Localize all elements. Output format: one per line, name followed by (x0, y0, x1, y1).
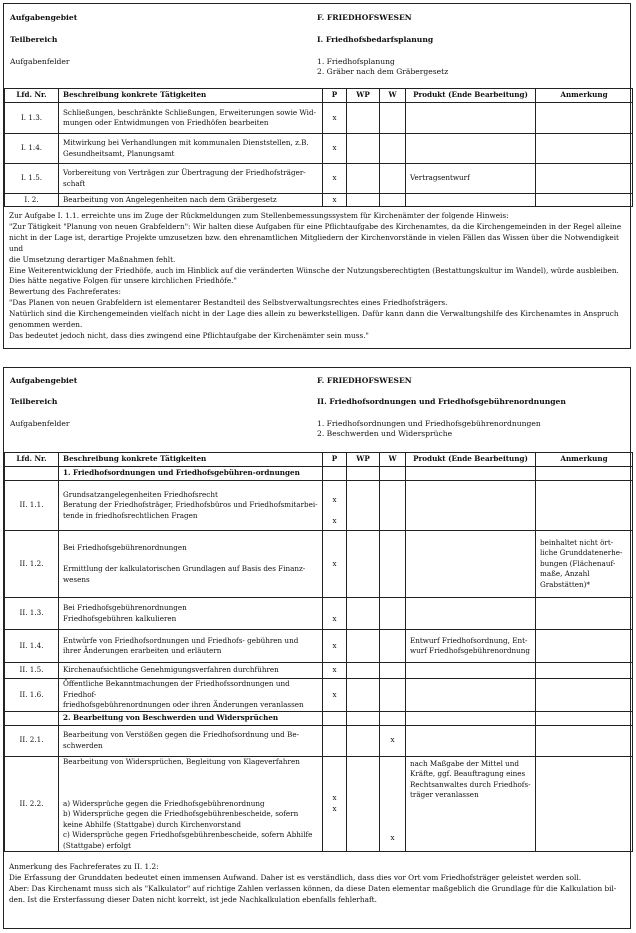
aufgabenfeld-item: 2. Beschwerden und Widersprüche (317, 429, 453, 438)
cell-anmerkung (536, 481, 633, 531)
cell-lfd-nr: II. 2.2. (5, 756, 59, 852)
cell-lfd-nr: I. 1.3. (5, 103, 59, 134)
cell-empty (323, 711, 347, 725)
cell-p: x x (323, 756, 347, 852)
cell-beschreibung: Vorbereitung von Verträgen zur Übertragung der Friedhofsträger- schaft (59, 164, 323, 194)
section-friedhofsordnungen (3, 367, 631, 929)
cell-empty (5, 711, 59, 725)
cell-wp (347, 663, 380, 679)
cell-p: x x (323, 481, 347, 531)
table-row (5, 164, 633, 194)
task-table (4, 88, 633, 207)
cell-anmerkung (536, 598, 633, 630)
cell-p: x (323, 663, 347, 679)
column-header-lfd: Lfd. Nr. (5, 89, 59, 103)
cell-p: x (323, 531, 347, 598)
value-teilbereich: I. Friedhofsbedarfsplanung (317, 35, 434, 44)
cell-anmerkung (536, 134, 633, 164)
cell-wp (347, 134, 380, 164)
notes-section-1: Zur Aufgabe I. 1.1. erreichte uns im Zuge der Rückmeldungen zum Stellenbemessungssystem für Kirchenämter der folgende Hinweis: "Zur Tätigkeit "Planung von neuen Grabfeldern": Wir halten diese Aufgaben für eine Pflichtaufgabe des Kirchenamtes, da die Kirchengemeinden in der Regel alleine nicht in der Lage ist, derartige Projekte umzusetzen bzw. den ehrenamtlichen Mitgliedern der Kirchenvorstände in vielen Fällen das Wissen über die Notwendigkeit und die Umsetzung derartiger Maßnahmen fehlt. Eine Weiterentwicklung der Friedhöfe, auch im Hinblick auf die veränderten Wünsche der Nutzungsberechtigten (Bestattungskultur im Wandel), würde ausbleiben. Dies hätte negative Folgen für unsere kirchlichen Friedhöfe." Bewertung des Fachreferates: "Das Planen von neuen Grabfeldern ist elementarer Bestandteil des Selbstverwaltungsrechtes eines Friedhofsträgers. Natürlich sind die Kirchengemeinden vielfach nicht in der Lage dies allein zu bewerkstelligen. Dafür kann dann die Verwaltungshilfe des Kirchenamtes in Anspruch genommen werden. Das bedeutet jedoch nicht, dass dies zwingend eine Pflichtaufgabe der Kirchenämter sein muss." (9, 211, 622, 340)
cell-empty (347, 467, 380, 481)
label-teilbereich: Teilbereich (10, 397, 58, 406)
section-heading: 2. Bearbeitung von Beschwerden und Widersprüchen (59, 711, 323, 725)
column-header-w: W (380, 89, 406, 103)
table-row (5, 663, 633, 679)
cell-w: x (380, 756, 406, 852)
value-aufgabenfelder (317, 419, 541, 439)
label-teilbereich: Teilbereich (10, 35, 58, 44)
cell-wp (347, 194, 380, 207)
notes-section-2: Anmerkung des Fachreferates zu II. 1.2: Die Erfassung der Grunddaten bedeutet einen immensen Aufwand. Daher ist es verständlich, dass dies vor Ort vom Friedhofsträger geleistet werden soll. Aber: Das Kirchenamt muss sich als "Kalkulator" auf richtige Zahlen verlassen können, da diese Daten elementar maßgeblich die Grundlage für die Kalkulation bil- den. Ist die Ersterfassung dieser Daten nicht korrekt, ist jede Nachkalkulation ebenfalls fehlerhaft. (9, 862, 617, 904)
label-aufgabengebiet: Aufgabengebiet (10, 13, 78, 22)
section-header (4, 4, 630, 88)
task-table (4, 452, 633, 852)
cell-anmerkung (536, 194, 633, 207)
section-header (4, 368, 630, 452)
section-heading-row (5, 711, 633, 725)
value-aufgabengebiet: F. FRIEDHOFSWESEN (317, 376, 412, 385)
cell-p: x (323, 164, 347, 194)
cell-empty (323, 467, 347, 481)
table-row (5, 598, 633, 630)
value-aufgabengebiet: F. FRIEDHOFSWESEN (317, 13, 412, 22)
cell-produkt (406, 663, 536, 679)
cell-w (380, 134, 406, 164)
label-aufgabenfelder: Aufgabenfelder (10, 57, 70, 66)
cell-produkt (406, 103, 536, 134)
cell-produkt (406, 531, 536, 598)
cell-lfd-nr: I. 1.5. (5, 164, 59, 194)
cell-w (380, 598, 406, 630)
column-header-p: P (323, 453, 347, 467)
cell-w (380, 481, 406, 531)
column-header-wp: WP (347, 89, 380, 103)
cell-empty (406, 467, 536, 481)
cell-produkt (406, 725, 536, 756)
aufgabenfeld-item: 1. Friedhofsordnungen und Friedhofsgebührenordnungen (317, 419, 541, 428)
cell-p: x (323, 194, 347, 207)
cell-anmerkung: beinhaltet nicht ört- liche Grunddatenerhe- bungen (Flächenauf- maße, Anzahl Grabstätten)* (536, 531, 633, 598)
label-aufgabenfelder: Aufgabenfelder (10, 419, 70, 428)
table-row (5, 756, 633, 852)
cell-wp (347, 725, 380, 756)
cell-w (380, 164, 406, 194)
cell-p: x (323, 598, 347, 630)
cell-lfd-nr: II. 1.5. (5, 663, 59, 679)
cell-anmerkung (536, 725, 633, 756)
header-row (5, 453, 633, 467)
cell-w (380, 630, 406, 663)
cell-lfd-nr: II. 1.3. (5, 598, 59, 630)
cell-w (380, 103, 406, 134)
cell-lfd-nr: II. 2.1. (5, 725, 59, 756)
cell-beschreibung: Bearbeitung von Angelegenheiten nach dem Gräbergesetz (59, 194, 323, 207)
section-heading-row (5, 467, 633, 481)
table-row (5, 194, 633, 207)
cell-p: x (323, 630, 347, 663)
cell-empty (536, 711, 633, 725)
cell-beschreibung: Mitwirkung bei Verhandlungen mit kommunalen Dienststellen, z.B. Gesundheitsamt, Planungsamt (59, 134, 323, 164)
aufgabenfeld-item: 1. Friedhofsplanung (317, 57, 395, 66)
column-header-anmerkung: Anmerkung (536, 453, 633, 467)
cell-beschreibung: Grundsatzangelegenheiten Friedhofsrecht Beratung der Friedhofsträger, Friedhofsbüros und Friedhofsmitarbei- tende in friedhofsrechtlichen Fragen (59, 481, 323, 531)
cell-w: x (380, 725, 406, 756)
cell-beschreibung: Schließungen, beschränkte Schließungen, Erweiterungen sowie Wid- mungen oder Entwidmungen von Friedhöfen bearbeiten (59, 103, 323, 134)
cell-lfd-nr: II. 1.4. (5, 630, 59, 663)
cell-p: x (323, 134, 347, 164)
cell-lfd-nr: II. 1.6. (5, 679, 59, 712)
cell-beschreibung: Kirchenaufsichtliche Genehmigungsverfahren durchführen (59, 663, 323, 679)
cell-empty (406, 711, 536, 725)
cell-w (380, 663, 406, 679)
cell-produkt (406, 598, 536, 630)
cell-wp (347, 598, 380, 630)
cell-wp (347, 756, 380, 852)
cell-produkt (406, 134, 536, 164)
table-row (5, 725, 633, 756)
cell-beschreibung: Bei Friedhofsgebührenordnungen Friedhofsgebühren kalkulieren (59, 598, 323, 630)
table-row (5, 134, 633, 164)
column-header-wp: WP (347, 453, 380, 467)
header-row (5, 89, 633, 103)
column-header-produkt: Produkt (Ende Bearbeitung) (406, 453, 536, 467)
cell-wp (347, 531, 380, 598)
cell-anmerkung (536, 164, 633, 194)
column-header-lfd: Lfd. Nr. (5, 453, 59, 467)
column-header-beschreibung: Beschreibung konkrete Tätigkeiten (59, 89, 323, 103)
cell-lfd-nr: II. 1.2. (5, 531, 59, 598)
column-header-anmerkung: Anmerkung (536, 89, 633, 103)
cell-beschreibung: Bearbeitung von Verstößen gegen die Friedhofsordnung und Be- schwerden (59, 725, 323, 756)
table-row (5, 103, 633, 134)
cell-empty (5, 467, 59, 481)
cell-wp (347, 481, 380, 531)
cell-wp (347, 164, 380, 194)
cell-anmerkung (536, 756, 633, 852)
cell-anmerkung (536, 630, 633, 663)
cell-p: x (323, 103, 347, 134)
cell-empty (380, 711, 406, 725)
cell-produkt (406, 679, 536, 712)
cell-produkt: Entwurf Friedhofsordnung, Ent- wurf Friedhofsgebührenordnung (406, 630, 536, 663)
cell-lfd-nr: II. 1.1. (5, 481, 59, 531)
value-aufgabenfelder (317, 57, 448, 77)
cell-beschreibung: Bei Friedhofsgebührenordnungen Ermittlung der kalkulatorischen Grundlagen auf Basis des Finanz- wesens (59, 531, 323, 598)
cell-lfd-nr: I. 1.4. (5, 134, 59, 164)
cell-beschreibung: Bearbeitung von Widersprüchen, Begleitung von Klageverfahren a) Widersprüche gegen die Friedhofsgebührenordnung b) Widersprüche gegen die Friedhofsgebührenbescheide, sofern keine Abhilfe (Stattgabe) durch Kirchenvorstand c) Widersprüche gegen Friedhofsgebührenbescheide, sofern Abhilfe (Stattgabe) erfolgt (59, 756, 323, 852)
cell-empty (536, 467, 633, 481)
column-header-p: P (323, 89, 347, 103)
section-heading: 1. Friedhofsordnungen und Friedhofsgebühren-ordnungen (59, 467, 323, 481)
table-row (5, 630, 633, 663)
table-row (5, 679, 633, 712)
column-header-produkt: Produkt (Ende Bearbeitung) (406, 89, 536, 103)
cell-empty (380, 467, 406, 481)
cell-empty (347, 711, 380, 725)
aufgabenfeld-item: 2. Gräber nach dem Gräbergesetz (317, 67, 449, 76)
cell-anmerkung (536, 679, 633, 712)
cell-anmerkung (536, 103, 633, 134)
value-teilbereich: II. Friedhofsordnungen und Friedhofsgebührenordnungen (317, 397, 566, 406)
cell-wp (347, 679, 380, 712)
cell-w (380, 194, 406, 207)
cell-produkt (406, 194, 536, 207)
column-header-w: W (380, 453, 406, 467)
cell-produkt: nach Maßgabe der Mittel und Kräfte, ggf. Beauftragung eines Rechtsanwaltes durch Friedhofs- träger veranlassen (406, 756, 536, 852)
cell-beschreibung: Öffentliche Bekanntmachungen der Friedhofssordnungen und Friedhof- friedhofsgebührenordnungen oder ihren Änderungen veranlassen (59, 679, 323, 712)
table-row (5, 481, 633, 531)
section-friedhofsbedarfsplanung (3, 3, 631, 349)
label-aufgabengebiet: Aufgabengebiet (10, 376, 78, 385)
cell-lfd-nr: I. 2. (5, 194, 59, 207)
cell-wp (347, 103, 380, 134)
column-header-beschreibung: Beschreibung konkrete Tätigkeiten (59, 453, 323, 467)
cell-p: x (323, 679, 347, 712)
cell-beschreibung: Entwürfe von Friedhofsordnungen und Friedhofs- gebühren und ihrer Änderungen erarbeiten und erläutern (59, 630, 323, 663)
cell-w (380, 679, 406, 712)
cell-wp (347, 630, 380, 663)
cell-produkt (406, 481, 536, 531)
cell-produkt: Vertragsentwurf (406, 164, 536, 194)
cell-anmerkung (536, 663, 633, 679)
cell-w (380, 531, 406, 598)
table-row (5, 531, 633, 598)
cell-p (323, 725, 347, 756)
